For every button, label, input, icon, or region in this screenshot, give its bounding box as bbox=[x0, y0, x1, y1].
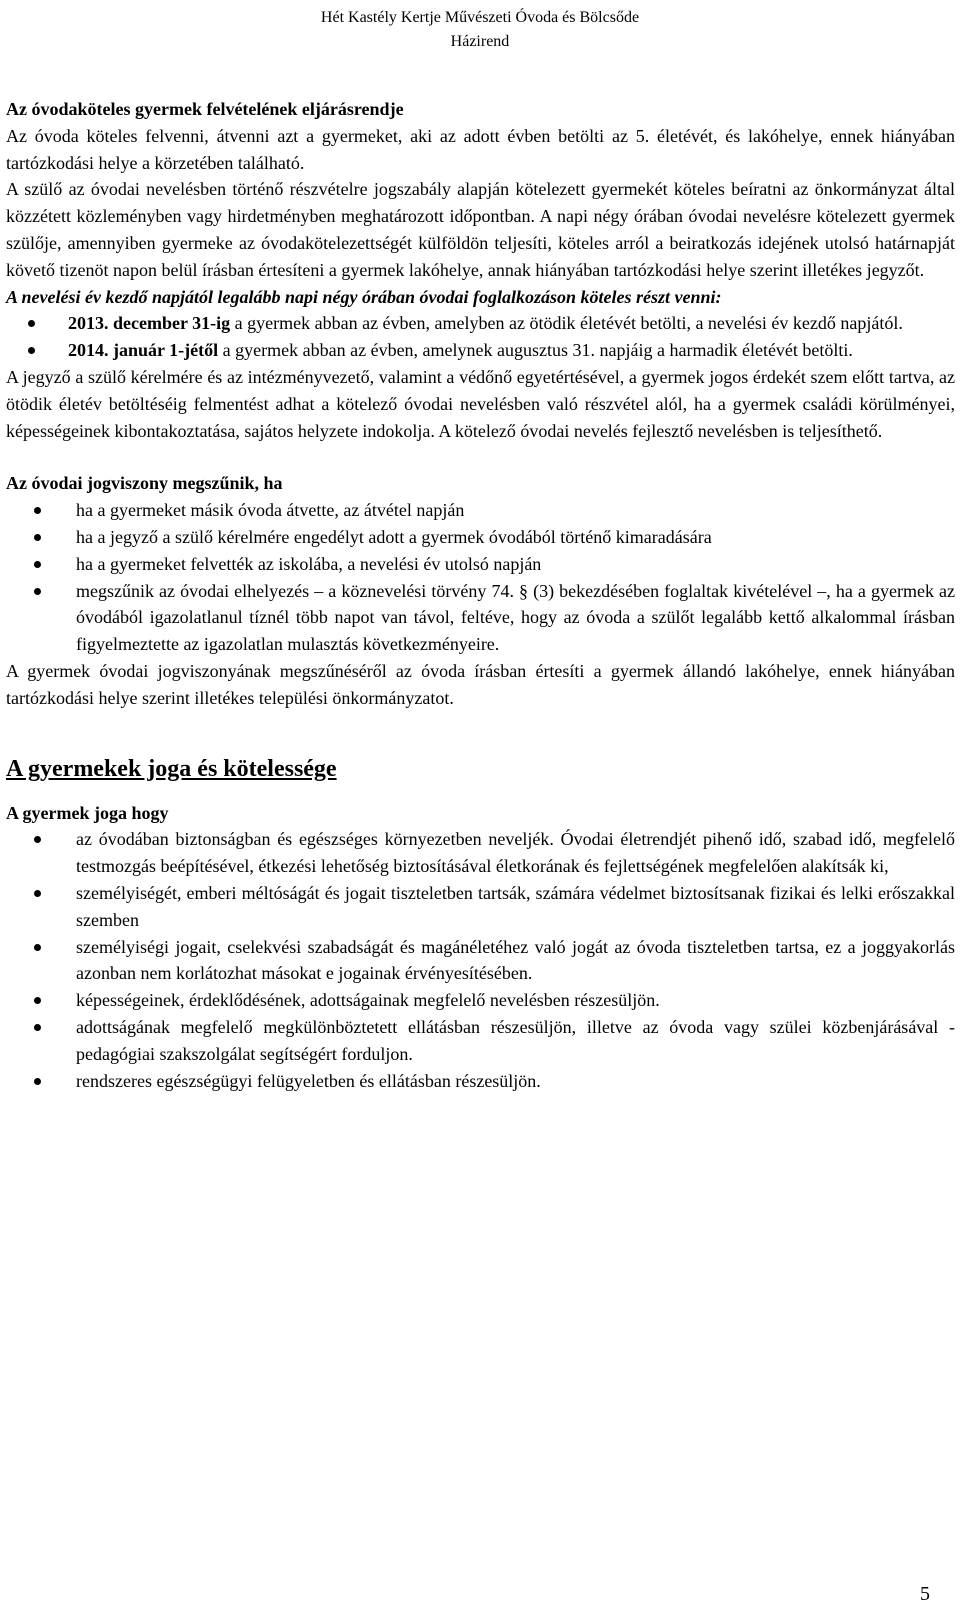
list-item-text: a gyermek abban az évben, amelyben az ötödik életévét betölti, a nevelési év kezdő napjától. bbox=[230, 313, 903, 334]
page-header bbox=[0, 6, 960, 54]
list-item bbox=[6, 310, 955, 337]
paragraph-parent-duty-b: A napi négy órában óvodai nevelésre kötelezett gyermek szülője, amennyiben gyermeke az óvodakötelezettségét külföldön teljesíti, köteles arról a beiratkozás idejének utolsó határnapját követő tizenöt napon belül írásban értesíteni a gyermek lakóhelye, annak hiányában tartózkodási helye szerint illetékes jegyzőt. bbox=[6, 206, 955, 280]
paragraph-parent-duty-a: A szülő az óvodai nevelésben történő részvételre jogszabály alapján kötelezett gyermekét köteles beíratni az önkormányzat által közzétett közleményben vagy hirdetményben meghatározott időpontban. bbox=[6, 179, 955, 227]
paragraph-enrollment-duty: Az óvoda köteles felvenni, átvenni azt a gyermeket, aki az adott évben betölti az 5. életévét, és lakóhelye, ennek hiányában tartózkodási helye a körzetében található. bbox=[6, 125, 955, 173]
list-item bbox=[6, 337, 955, 364]
list-item: személyiségét, emberi méltóságát és jogait tiszteletben tartsák, számára védelmet biztosítsanak fizikai és lelki erőszakkal szemben bbox=[6, 880, 955, 934]
list-item: adottságának megfelelő megkülönböztetett ellátásban részesüljön, illetve az óvoda vagy szülei közbenjárásával - pedagógiai szakszolgálat segítségért forduljon. bbox=[6, 1014, 955, 1068]
list-item: megszűnik az óvodai elhelyezés – a köznevelési törvény 74. § (3) bekezdésében foglaltak kivételével –, ha a gyermek az óvodából igazolatlanul tíznél több napot van távol, feltéve, hogy az óvoda a szülőt legalább kettő alkalommal írásban figyelmeztette az igazolatlan mulasztás következményeire. bbox=[6, 578, 955, 658]
list-item: ha a jegyző a szülő kérelmére engedélyt adott a gyermek óvodából történő kimaradására bbox=[6, 524, 955, 551]
header-institution-name: Hét Kastély Kertje Művészeti Óvoda és Bölcsőde bbox=[320, 9, 640, 26]
paragraph-mandatory-attendance: A nevelési év kezdő napjától legalább napi négy órában óvodai foglalkozáson köteles részt venni: bbox=[6, 286, 722, 307]
list-item: képességeinek, érdeklődésének, adottságainak megfelelő nevelésben részesüljön. bbox=[6, 987, 955, 1014]
list-item-text: a gyermek abban az évben, amelynek augusztus 31. napjáig a harmadik életévét betölti. bbox=[218, 340, 853, 361]
section-title-termination: Az óvodai jogviszony megszűnik, ha bbox=[6, 473, 283, 494]
list-item-date: 2013. december 31-ig bbox=[68, 313, 231, 334]
rights-list bbox=[6, 826, 955, 1094]
list-item: rendszeres egészségügyi felügyeletben és ellátásban részesüljön. bbox=[6, 1068, 955, 1095]
paragraph-exemption: A jegyző a szülő kérelmére és az intézményvezető, valamint a védőnő egyetértésével, a gyermek jogos érdekét szem előtt tartva, az ötödik életév betöltéséig felmentést adhat a kötelező óvodai nevelésben való részvétel alól, ha a gyermek családi körülményei, képességeinek kibontakoztatása, sajátos helyzete indokolja. A kötelező óvodai nevelés fejlesztő nevelésben is teljesíthető. bbox=[6, 366, 955, 441]
page-number: 5 bbox=[920, 1583, 930, 1605]
section-heading-rights: A gyermekek joga és kötelessége bbox=[6, 755, 337, 782]
paragraph-parent-duty bbox=[6, 176, 955, 283]
header-document-title: Házirend bbox=[450, 33, 510, 50]
attendance-list bbox=[6, 310, 955, 364]
list-item: ha a gyermeket felvették az iskolába, a nevelési év utolsó napján bbox=[6, 551, 955, 578]
page-content bbox=[6, 96, 955, 1094]
list-item: személyiségi jogait, cselekvési szabadságát és magánéletéhez való jogát az óvoda tiszteletben tartsa, ez a joggyakorlás azonban nem korlátozhat másokat e jogainak érvényesítésében. bbox=[6, 934, 955, 988]
section-title-enrollment: Az óvodaköteles gyermek felvételének eljárásrendje bbox=[6, 99, 404, 119]
subtitle-child-rights: A gyermek joga hogy bbox=[6, 802, 169, 823]
termination-list bbox=[6, 497, 955, 658]
list-item-date: 2014. január 1-jétől bbox=[68, 340, 219, 361]
paragraph-termination-notice: A gyermek óvodai jogviszonyának megszűnéséről az óvoda írásban értesíti a gyermek állandó lakóhelye, ennek hiányában tartózkodási helye szerint illetékes települési önkormányzatot. bbox=[6, 660, 955, 708]
list-item: ha a gyermeket másik óvoda átvette, az átvétel napján bbox=[6, 497, 955, 524]
list-item: az óvodában biztonságban és egészséges környezetben neveljék. Óvodai életrendjét pihenő idő, szabad idő, megfelelő testmozgás beépítésével, étkezési lehetőség biztosításával életkorának és fejlettségének megfelelően alakítsák ki, bbox=[6, 826, 955, 880]
